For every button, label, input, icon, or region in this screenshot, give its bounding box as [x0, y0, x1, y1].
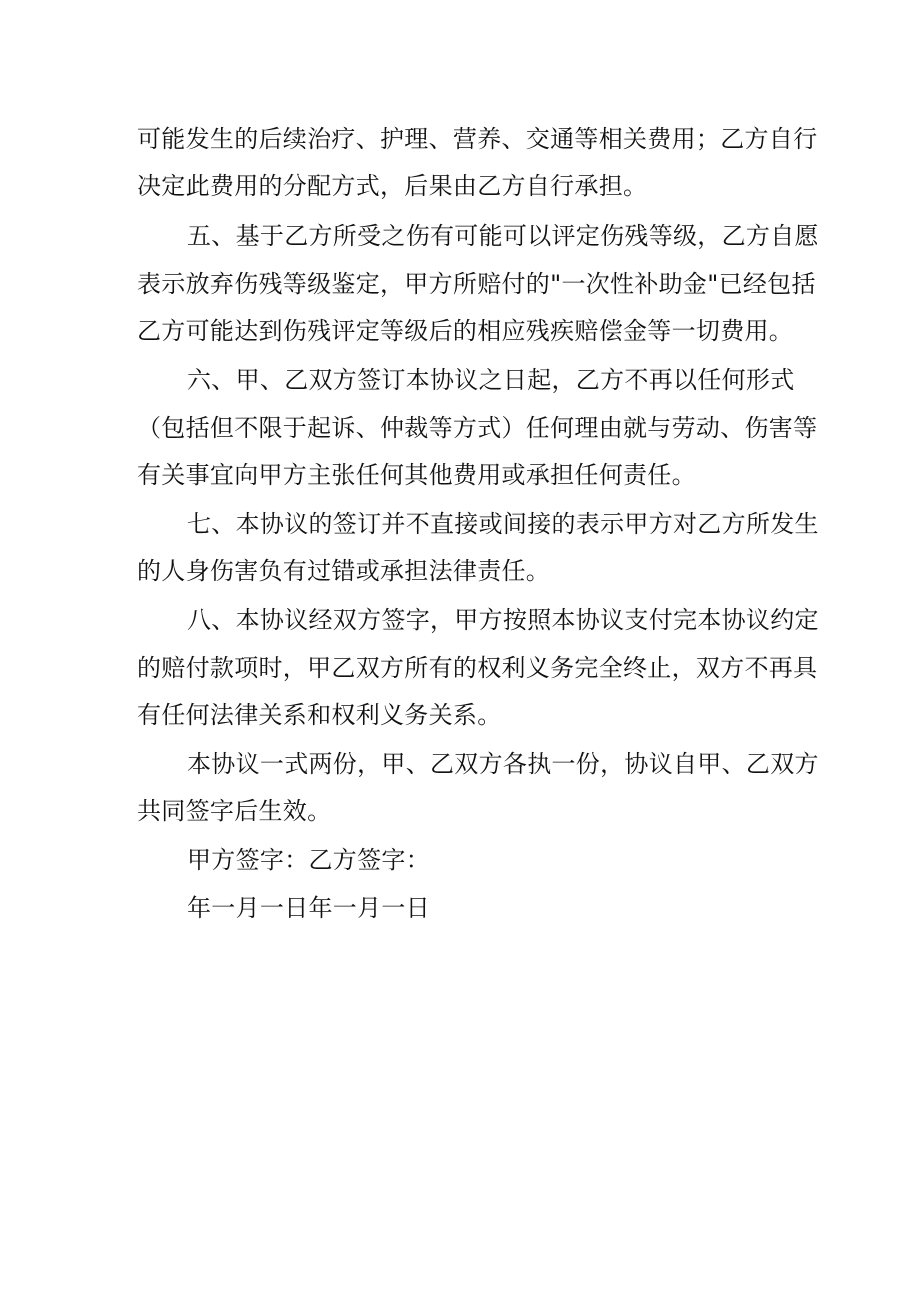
copies-line-1: 本协议一式两份，甲、乙双方各执一份，协议自甲、乙双方: [187, 750, 819, 778]
clause-6-line-2: （包括但不限于起诉、仲裁等方式）任何理由就与劳动、伤害等: [137, 414, 818, 442]
clause-5-line-2: 表示放弃伤残等级鉴定，甲方所赔付的"一次性补助金"已经包括: [137, 270, 816, 298]
clause-6-line-3: 有关事宜向甲方主张任何其他费用或承担任何责任。: [137, 461, 696, 489]
clause-8-line-1: 八、本协议经双方签字，甲方按照本协议支付完本协议约定: [187, 606, 819, 634]
clause-5-line-3: 乙方可能达到伤残评定等级后的相应残疾赔偿金等一切费用。: [137, 317, 794, 345]
signature-line: 甲方签字：乙方签字：: [187, 846, 430, 874]
copies-line-2: 共同签字后生效。: [137, 797, 332, 825]
clause-7-line-2: 的人身伤害负有过错或承担法律责任。: [137, 557, 551, 585]
clause-8-line-3: 有任何法律关系和权利义务关系。: [137, 701, 502, 729]
clause-6-line-1: 六、甲、乙双方签订本协议之日起，乙方不再以任何形式: [187, 366, 795, 394]
clause-8-line-2: 的赔付款项时，甲乙双方所有的权利义务完全终止，双方不再具: [137, 654, 818, 682]
paragraph-4-line-1: 可能发生的后续治疗、护理、营养、交通等相关费用；乙方自行: [137, 125, 818, 153]
clause-7-line-1: 七、本协议的签订并不直接或间接的表示甲方对乙方所发生: [187, 510, 819, 538]
date-line: 年一月一日年一月一日: [187, 894, 430, 922]
clause-5-line-1: 五、基于乙方所受之伤有可能可以评定伤残等级，乙方自愿: [187, 222, 819, 250]
paragraph-4-line-2: 决定此费用的分配方式，后果由乙方自行承担。: [137, 172, 648, 200]
